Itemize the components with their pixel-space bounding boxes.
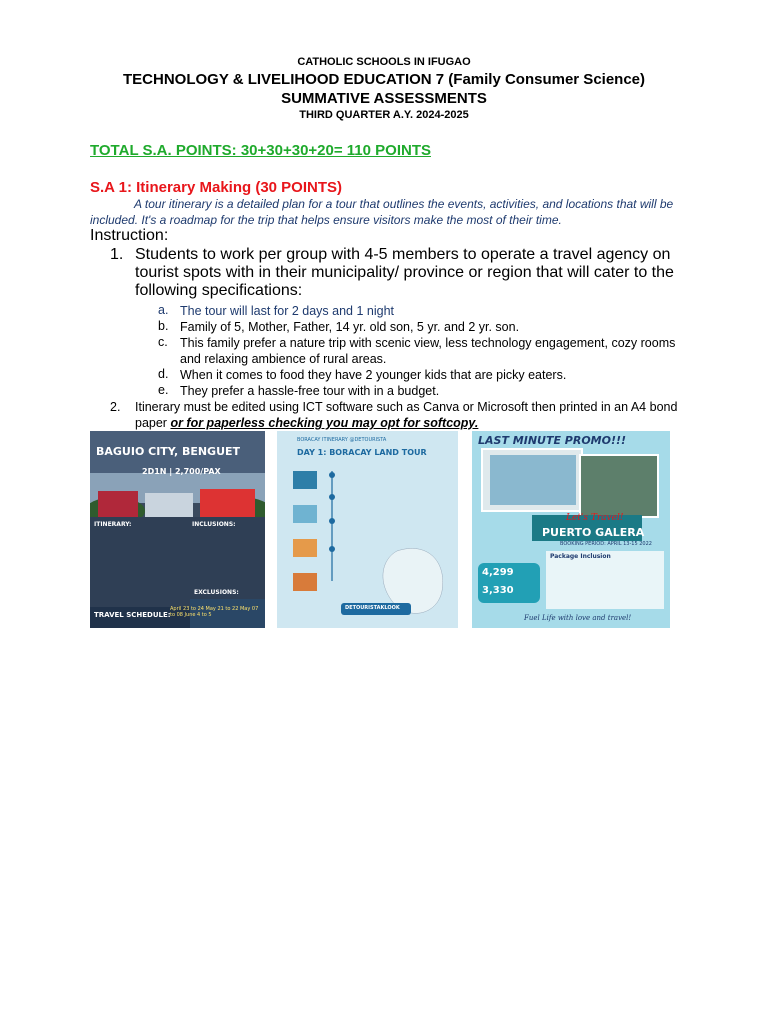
galera-price-2: 3,330 — [482, 585, 514, 596]
boracay-poster-image — [277, 431, 458, 628]
baguio-title: BAGUIO CITY, BENGUET — [96, 445, 241, 458]
galera-poster-image — [472, 431, 670, 628]
baguio-poster-art — [90, 431, 265, 628]
subitem-d-text: When it comes to food they have 2 younger kids that are picky eaters. — [180, 368, 567, 382]
galera-place: PUERTO GALERA — [542, 526, 645, 539]
item-2-emphasis: or for paperless checking you may opt for softcopy. — [170, 416, 479, 430]
instruction-label: Instruction: — [90, 227, 169, 244]
item-2-marker: 2. — [110, 400, 121, 414]
baguio-itinerary-label: ITINERARY: — [94, 521, 132, 528]
subitem-e-marker: e. — [158, 383, 169, 397]
subitem-d-marker: d. — [158, 367, 169, 381]
baguio-poster-image — [90, 431, 265, 628]
galera-signature: Fuel Life with love and travel! — [524, 614, 632, 622]
boracay-poster-art — [277, 431, 458, 628]
sa1-description: A tour itinerary is a detailed plan for a tour that outlines the events, activities, and locations that will be included. It's a roadmap for the trip that helps ensure visitors make the most of their time. — [90, 197, 674, 227]
assessment-title: SUMMATIVE ASSESSMENTS — [281, 90, 487, 107]
sa1-title: S.A 1: Itinerary Making (30 POINTS) — [90, 179, 343, 196]
subitem-a-text: The tour will last for 2 days and 1 night — [180, 304, 395, 318]
baguio-inclusions-label: INCLUSIONS: — [192, 521, 236, 528]
baguio-dates: April 23 to 24 May 21 to 22 May 07 to 08 June 4 to 5 — [170, 606, 259, 618]
total-points: TOTAL S.A. POINTS: 30+30+30+20= 110 POINTS — [90, 142, 431, 159]
galera-booking: BOOKING PERIOD: APRIL 13-15 2022 — [560, 541, 652, 547]
baguio-price: 2D1N | 2,700/PAX — [142, 467, 221, 476]
subitem-b-marker: b. — [158, 319, 169, 333]
boracay-tag: BORACAY ITINERARY @DETOURISTA — [297, 437, 387, 443]
baguio-schedule-label: TRAVEL SCHEDULE: — [94, 611, 171, 619]
subitem-c-marker: c. — [158, 335, 168, 349]
baguio-exclusions-label: EXCLUSIONS: — [194, 589, 239, 596]
item-2-text: Itinerary must be edited using ICT software such as Canva or Microsoft then printed in an A4 bond paper — [135, 400, 678, 430]
item-1-text: Students to work per group with 4-5 members to operate a travel agency on tourist spots with in their municipality/ province or region that will cater to the following specifications: — [135, 246, 674, 299]
galera-promo: LAST MINUTE PROMO!!! — [478, 434, 627, 447]
galera-inclusion: Package Inclusion — [550, 553, 611, 560]
course-title: TECHNOLOGY & LIVELIHOOD EDUCATION 7 (Family Consumer Science) — [122, 71, 646, 88]
school-year: THIRD QUARTER A.Y. 2024-2025 — [299, 109, 469, 121]
school-name: CATHOLIC SCHOOLS IN IFUGAO — [297, 56, 471, 68]
subitem-e-text: They prefer a hassle-free tour with in a budget. — [180, 384, 440, 398]
subitem-c-text: This family prefer a nature trip with scenic view, less technology engagement, cozy rooms and relaxing ambience of rural areas. — [180, 336, 676, 366]
galera-tagline: Let's Travel! — [566, 513, 624, 523]
galera-price-1: 4,299 — [482, 567, 514, 578]
subitem-b-text: Family of 5, Mother, Father, 14 yr. old son, 5 yr. and 2 yr. son. — [180, 320, 520, 334]
boracay-title: DAY 1: BORACAY LAND TOUR — [297, 448, 427, 457]
item-1-marker: 1. — [110, 246, 124, 263]
item-2-paragraph — [135, 399, 680, 431]
boracay-footer: DETOURISTAKLOOK — [345, 605, 400, 611]
subitem-a-marker: a. — [158, 303, 169, 317]
